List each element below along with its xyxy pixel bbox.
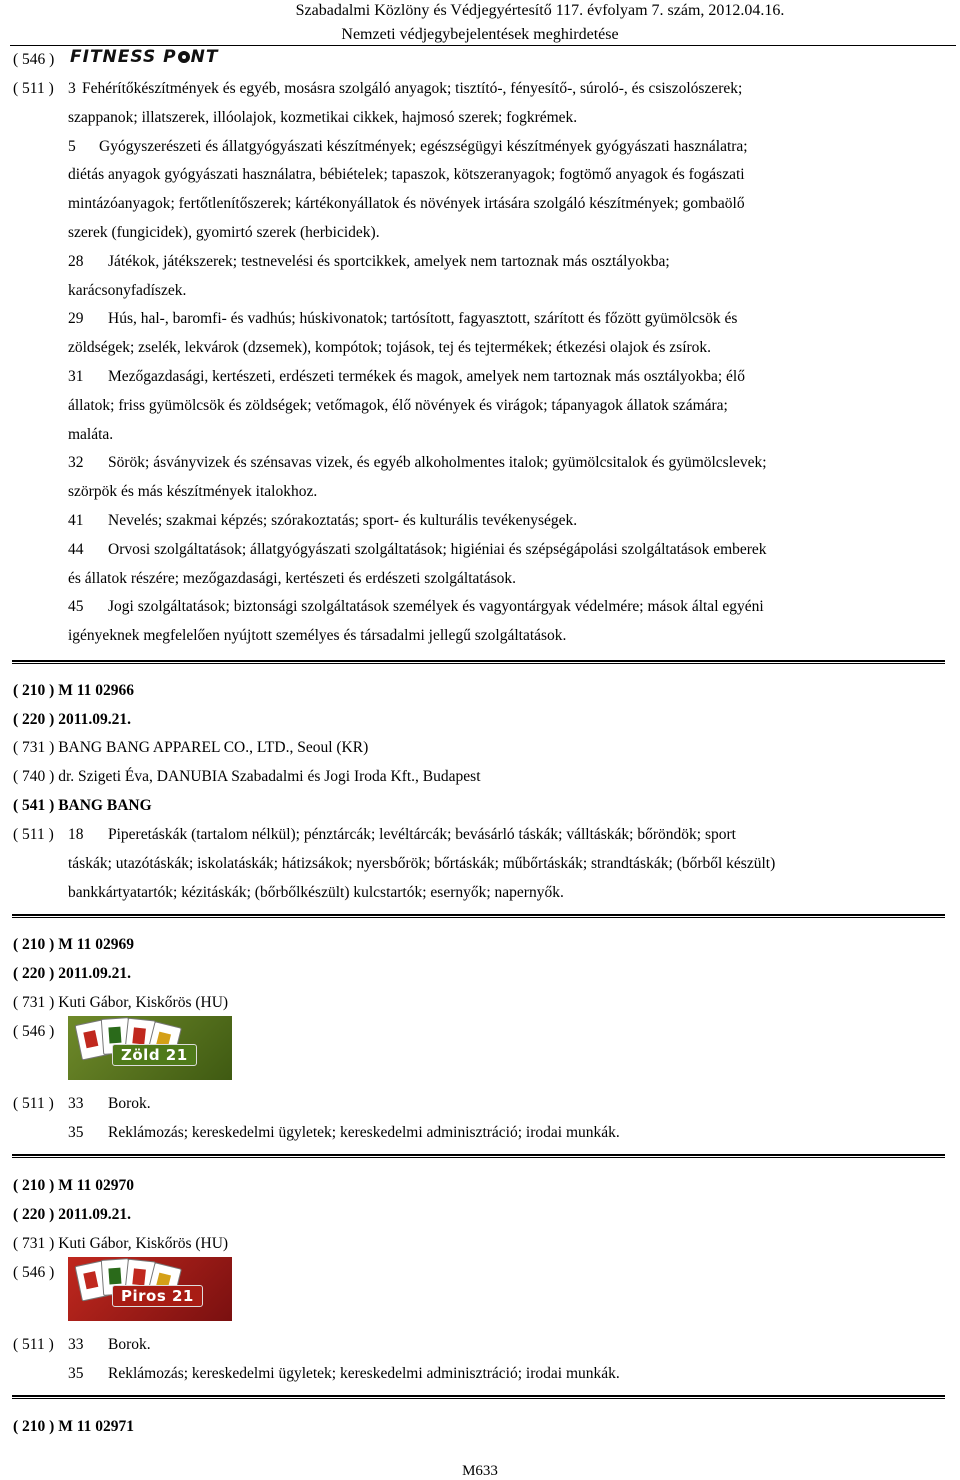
class-text: Sörök; ásványvizek és szénsavas vizek, és egyéb alkoholmentes italok; gyümölcsitalok és gyümölcslevek; — [108, 454, 767, 471]
class-number: 3 — [68, 80, 76, 97]
class-number: 41 — [68, 512, 84, 529]
field-220: ( 220 ) 2011.09.21. — [13, 711, 131, 728]
class-text: igényeknek megfelelően nyújtott személyes és társadalmi jellegű szolgáltatások. — [68, 627, 567, 644]
field-code-511: ( 511 ) — [13, 1336, 54, 1353]
class-number: 35 — [68, 1124, 84, 1141]
field-740: ( 740 ) dr. Szigeti Éva, DANUBIA Szabadalmi és Jogi Iroda Kft., Budapest — [13, 768, 481, 785]
class-text: Mezőgazdasági, kertészeti, erdészeti termékek és magok, amelyek nem tartoznak más osztályokba; élő — [108, 368, 745, 385]
separator — [12, 914, 945, 918]
card-figure-icon — [108, 1268, 121, 1285]
field-546: ( 546 ) — [13, 1264, 55, 1281]
class-text: Orvosi szolgáltatások; állatgyógyászati szolgáltatások; higiéniai és szépségápolási szolgáltatások emberek — [108, 541, 767, 558]
class-text: Gyógyszerészeti és állatgyógyászati készítmények; egészségügyi készítmények gyógyászati használatra; — [99, 138, 748, 155]
class-text: szappanok; illatszerek, illóolajok, kozmetikai cikkek, hajmosó szerek; fogkrémek. — [68, 109, 578, 126]
header-journal-title: Szabadalmi Közlöny és Védjegyértesítő 117. évfolyam 7. szám, 2012.04.16. — [295, 2, 785, 19]
class-text: Reklámozás; kereskedelmi ügyletek; kereskedelmi adminisztráció; irodai munkák. — [108, 1365, 620, 1382]
class-text: Reklámozás; kereskedelmi ügyletek; kereskedelmi adminisztráció; irodai munkák. — [108, 1124, 620, 1141]
class-number: 29 — [68, 310, 84, 327]
class-number: 5 — [68, 138, 76, 155]
class-number: 18 — [68, 826, 84, 843]
class-number: 44 — [68, 541, 84, 558]
separator — [12, 1395, 945, 1399]
class-number: 28 — [68, 253, 84, 270]
field-210: ( 210 ) M 11 02970 — [13, 1177, 134, 1194]
class-number: 31 — [68, 368, 84, 385]
field-210: ( 210 ) M 11 02966 — [13, 682, 134, 699]
class-text: Borok. — [108, 1095, 151, 1112]
piros-21-logo — [68, 1257, 232, 1321]
fitness-point-logo — [70, 48, 218, 66]
class-text: bankkártyatartók; kézitáskák; (bőrbőlkészült) kulcstartók; esernyők; napernyők. — [68, 884, 564, 901]
logo-label: Zöld 21 — [112, 1044, 197, 1066]
field-code-546: ( 546 ) — [13, 51, 55, 68]
field-541: ( 541 ) BANG BANG — [13, 797, 152, 814]
header-rule — [10, 45, 956, 46]
class-number: 33 — [68, 1095, 84, 1112]
field-220: ( 220 ) 2011.09.21. — [13, 1206, 131, 1223]
class-number: 35 — [68, 1365, 84, 1382]
class-text: állatok; friss gyümölcsök és zöldségek; vetőmagok, élő növények és virágok; tápanyagok állatok számára; — [68, 397, 728, 414]
class-text: diétás anyagok gyógyászati használatra, bébiételek; tapaszok, kötszeranyagok; fogtömő anyagok és fogászati — [68, 166, 745, 183]
page-number: M633 — [462, 1463, 498, 1479]
card-figure-icon — [132, 1027, 146, 1044]
field-731: ( 731 ) BANG BANG APPAREL CO., LTD., Seoul (KR) — [13, 739, 369, 756]
header-section-title: Nemzeti védjegybejelentések meghirdetése — [341, 26, 619, 43]
class-text: és állatok részére; mezőgazdasági, kertészeti és erdészeti szolgáltatások. — [68, 570, 516, 587]
class-text: Fehérítőkészítmények és egyéb, mosásra szolgáló anyagok; tisztító-, fényesítő-, súroló-, és csiszolószerek; — [82, 80, 743, 97]
class-text: szerek (fungicidek), gyomirtó szerek (herbicidek). — [68, 224, 380, 241]
class-text: Jogi szolgáltatások; biztonsági szolgáltatások személyek és vagyontárgyak védelmére; mások által egyéni — [108, 598, 764, 615]
class-text: maláta. — [68, 426, 114, 443]
fitness-logo-text-end: NT — [190, 47, 219, 67]
field-210: ( 210 ) M 11 02971 — [13, 1418, 134, 1435]
class-text: Játékok, játékszerek; testnevelési és sportcikkek, amelyek nem tartoznak más osztályokba; — [108, 253, 670, 270]
separator — [12, 1154, 945, 1158]
class-text: zöldségek; zselék, lekvárok (dzsemek), kompótok; tojások, tej és tejtermékek; étkezési olajok és zsírok. — [68, 339, 712, 356]
card-figure-icon — [108, 1027, 121, 1044]
field-code-511: ( 511 ) — [13, 80, 54, 97]
field-220: ( 220 ) 2011.09.21. — [13, 965, 131, 982]
card-figure-icon — [83, 1271, 98, 1289]
class-text: Piperetáskák (tartalom nélkül); pénztárcák; levéltárcák; bevásárló táskák; válltáskák; bőröndök; sport — [108, 826, 736, 843]
class-text: karácsonyfadíszek. — [68, 282, 187, 299]
class-text: Borok. — [108, 1336, 151, 1353]
class-number: 32 — [68, 454, 84, 471]
class-text: szörpök és más készítmények italokhoz. — [68, 483, 318, 500]
field-code-511: ( 511 ) — [13, 826, 54, 843]
class-text: Hús, hal-, baromfi- és vadhús; húskivonatok; tartósított, fagyasztott, szárított és főzött gyümölcsök és — [108, 310, 738, 327]
zold-21-logo — [68, 1016, 232, 1080]
separator — [12, 660, 945, 664]
class-text: táskák; utazótáskák; iskolatáskák; hátizsákok; nyersbőrök; bőrtáskák; műbőrtáskák; strandtáskák; (bőrből készült) — [68, 855, 776, 872]
logo-dot-icon — [178, 51, 190, 63]
fitness-logo-text: FITNESS P — [70, 47, 177, 67]
card-figure-icon — [132, 1268, 146, 1285]
card-figure-icon — [83, 1030, 98, 1048]
field-546: ( 546 ) — [13, 1023, 55, 1040]
field-210: ( 210 ) M 11 02969 — [13, 936, 134, 953]
class-text: mintázóanyagok; fertőtlenítőszerek; kártékonyállatok és növények irtására szolgáló készítmények; gombaölő — [68, 195, 745, 212]
logo-label: Piros 21 — [112, 1285, 203, 1307]
class-number: 33 — [68, 1336, 84, 1353]
class-text: Nevelés; szakmai képzés; szórakoztatás; sport- és kulturális tevékenységek. — [108, 512, 578, 529]
field-731: ( 731 ) Kuti Gábor, Kiskőrös (HU) — [13, 994, 229, 1011]
field-731: ( 731 ) Kuti Gábor, Kiskőrös (HU) — [13, 1235, 229, 1252]
field-code-511: ( 511 ) — [13, 1095, 54, 1112]
class-number: 45 — [68, 598, 84, 615]
